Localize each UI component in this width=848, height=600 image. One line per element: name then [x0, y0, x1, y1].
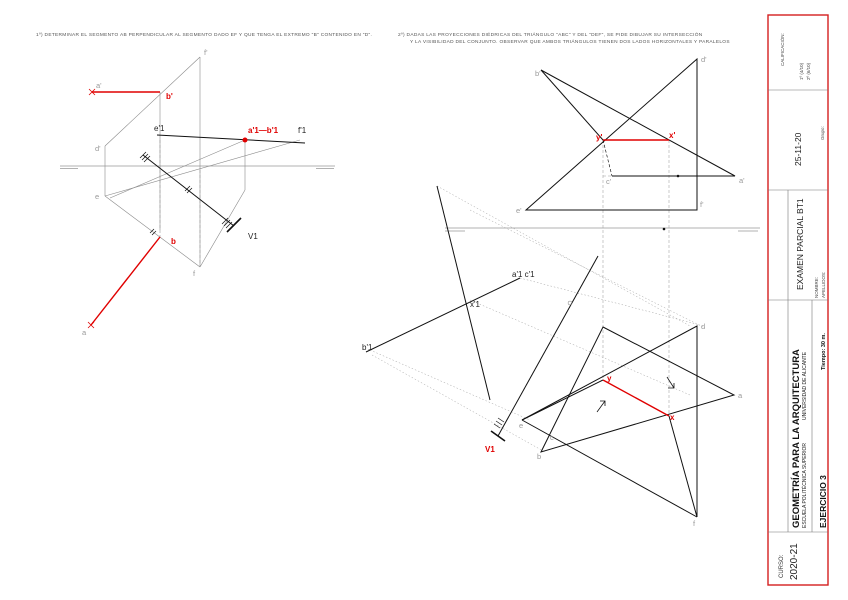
label-f2-ex2: f' — [700, 200, 704, 209]
ground-line-2-dot — [663, 228, 666, 231]
label-x2: x' — [669, 131, 676, 140]
segment-e1-f1 — [157, 135, 305, 143]
hidden-lines-1 — [160, 140, 200, 267]
label-y2: y' — [596, 133, 603, 142]
school-name: ESCUELA POLITÉCNICA SUPERIOR — [802, 442, 808, 528]
label-f1prime: f'1 — [298, 126, 307, 135]
aux-abc-edge — [366, 278, 520, 352]
solution-a-b-plan — [91, 237, 160, 325]
exam-title: EXAMEN PARCIAL BT1 — [795, 198, 805, 290]
elevation-dot — [677, 175, 680, 178]
label-a2-ex2: a' — [739, 176, 745, 185]
label-b: b — [537, 452, 542, 461]
title-block — [768, 15, 828, 585]
label-b2: b' — [166, 92, 173, 101]
academic-year: 2020-21 — [789, 543, 800, 580]
point-a1-b1 — [243, 138, 248, 143]
label-v1-left: V1 — [248, 232, 258, 241]
triangle-def-plan-edge-b — [669, 416, 697, 517]
label-d2: d' — [95, 144, 101, 153]
course-title: GEOMETRÍA PARA LA ARQUITECTURA — [791, 349, 802, 528]
grade-1: 1º (4/10) — [799, 62, 804, 80]
grade-2: 2º (6/10) — [806, 62, 811, 80]
label-e2: e' — [516, 206, 522, 215]
triangle-abc-elevation-edge — [541, 70, 603, 140]
triangle-abc-plan — [541, 327, 734, 452]
label-f-plan: f — [193, 269, 196, 278]
label-f: f — [693, 519, 696, 528]
label-d: d — [701, 322, 706, 331]
label-e-top: e — [95, 192, 100, 201]
construction-lines-1 — [105, 57, 300, 267]
label-v1-right: V1 — [485, 445, 495, 454]
triangle-def-plan-edge-a — [522, 380, 603, 420]
label-y: y — [607, 374, 612, 383]
label-a1-c1: a'1 c'1 — [512, 270, 535, 279]
exercise-2-statement-line-2: Y LA VISIBILIDAD DEL CONJUNTO. OBSERVAR QUE AMBOS TRIÁNGULOS TIENEN DOS LADOS HORIZONTALES Y PARALELOS — [410, 40, 730, 45]
nombre-label: NOMBRE: — [814, 276, 819, 298]
aux-v1-line — [498, 256, 598, 436]
label-c: c — [550, 433, 554, 442]
exam-time: Tiempo: 30 m. — [821, 333, 827, 370]
label-f2: f' — [204, 48, 208, 57]
aux-edge-line — [437, 186, 490, 400]
aux-parallel-marks — [494, 418, 504, 428]
projection-lines-2 — [603, 140, 735, 416]
label-b2-ex2: b' — [535, 69, 541, 78]
label-x: x — [670, 413, 675, 422]
intersection-plan — [603, 380, 669, 416]
label-d2-ex2: d' — [701, 55, 707, 64]
label-a2: a' — [96, 81, 102, 90]
exam-date: 25-11-20 — [793, 132, 803, 166]
label-a-plan: a — [82, 328, 87, 337]
label-e: e — [519, 421, 524, 430]
triangle-abc-elevation-hidden — [603, 140, 612, 176]
university-name: UNIVERSIDAD DE ALICANTE — [802, 351, 808, 420]
apellidos-label: APELLIDOS: — [821, 271, 826, 298]
triangle-def-plan-edge-c — [522, 420, 697, 517]
label-b1-ex2: b'1 — [362, 343, 373, 352]
label-x1: x'1 — [470, 300, 480, 309]
exercise-1-statement: 1º) DETERMINAR EL SEGMENTO AB PERPENDICULAR AL SEGMENTO DADO EF Y QUE TENGA EL EXTREMO "B" CONTENIDO EN "D". — [36, 33, 373, 38]
label-b-plan: b — [171, 237, 176, 246]
aux-v1-marker — [491, 431, 505, 441]
curso-label: CURSO: — [779, 554, 785, 578]
exercise-number: EJERCICIO 3 — [818, 475, 828, 528]
label-e1prime: e'1 — [154, 124, 165, 133]
parallel-marks-1 — [140, 152, 232, 235]
label-a-ex2: a — [738, 391, 743, 400]
label-a1-b1: a'1—b'1 — [248, 126, 279, 135]
triangle-abc-elevation-visible — [541, 70, 735, 176]
exercise-2-drawing — [362, 31, 760, 528]
exercise-1-drawing — [36, 32, 372, 337]
grupo-label: Grupo: — [820, 126, 825, 140]
endpoint-crosses-1 — [88, 89, 95, 328]
exercise-2-statement-line-1: 2º) DADAS LAS PROYECCIONES DIÉDRICAS DEL TRIÁNGULO "ABC" Y DEL "DEF", SE PIDE DIBUJAR SU INTERSECCIÓN — [398, 33, 703, 38]
label-c2: c' — [606, 177, 612, 186]
calificacion-label: CALIFICACIÓN: — [780, 33, 785, 66]
